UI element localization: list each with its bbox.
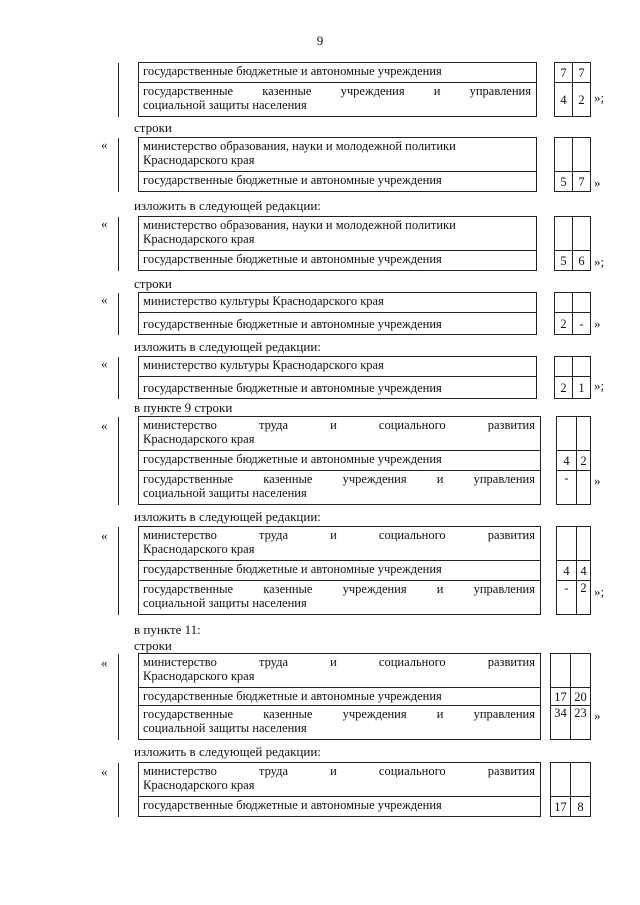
- table-cell-value: 6: [573, 251, 591, 271]
- table-header-ministry: министерство культуры Краснодарского края: [139, 293, 537, 313]
- table-cell-value: 34: [551, 706, 571, 740]
- table-cell-value: 20: [571, 688, 591, 706]
- label-replace: изложить в следующей редакции:: [134, 198, 321, 213]
- table-header-ministry: министерство труда и социального развития Краснодарского края: [139, 527, 541, 561]
- table-cell-value: 17: [551, 688, 571, 706]
- label-rows: строки: [134, 276, 172, 291]
- table-row-label: государственные бюджетные и автономные учреждения: [139, 172, 537, 192]
- table-cell-value: -: [557, 581, 577, 615]
- table-cell-value: 4: [557, 451, 577, 471]
- table-row-label: государственные казенные учреждения и управления социальной защиты населения: [139, 581, 541, 615]
- table-header-ministry: министерство культуры Краснодарского края: [139, 357, 537, 377]
- opening-quote: «: [101, 418, 108, 433]
- table-row-label: государственные бюджетные и автономные учреждения: [139, 313, 537, 335]
- table-header-ministry: министерство труда и социального развития Краснодарского края: [139, 417, 541, 451]
- table-old-education: [118, 137, 591, 192]
- table-row-label: государственные бюджетные и автономные учреждения: [139, 63, 537, 83]
- closing-quote: »: [594, 316, 601, 331]
- table-old-labor-item11: [118, 653, 591, 740]
- table-new-culture: [118, 356, 591, 399]
- table-cell-value: 2: [555, 377, 573, 399]
- page-number: 9: [316, 33, 324, 48]
- table-header-ministry: министерство труда и социального развития Краснодарского края: [139, 763, 541, 797]
- table-continuation: [118, 62, 591, 117]
- table-header-ministry: министерство труда и социального развития Краснодарского края: [139, 654, 541, 688]
- closing-quote: »: [594, 175, 601, 190]
- closing-quote: »;: [594, 378, 605, 393]
- closing-quote: »: [594, 473, 601, 488]
- table-cell-value: 8: [571, 797, 591, 817]
- opening-quote: «: [101, 764, 108, 779]
- label-item11: в пункте 11:: [134, 622, 201, 637]
- table-row-label: государственные бюджетные и автономные учреждения: [139, 451, 541, 471]
- opening-quote: «: [101, 137, 108, 152]
- table-row-label: государственные бюджетные и автономные учреждения: [139, 251, 537, 271]
- table-cell-value: 1: [573, 377, 591, 399]
- opening-quote: «: [101, 216, 108, 231]
- closing-quote: »;: [594, 254, 605, 269]
- table-new-education: [118, 216, 591, 271]
- table-row-label: государственные бюджетные и автономные учреждения: [139, 688, 541, 706]
- label-replace: изложить в следующей редакции:: [134, 509, 321, 524]
- table-cell-value: 4: [557, 561, 577, 581]
- table-cell-value: 2: [573, 83, 591, 117]
- opening-quote: «: [101, 356, 108, 371]
- label-rows: строки: [134, 638, 172, 653]
- table-cell-value: 2: [577, 581, 591, 615]
- label-replace: изложить в следующей редакции:: [134, 339, 321, 354]
- table-cell-value: 7: [573, 172, 591, 192]
- table-cell-value: 5: [555, 172, 573, 192]
- label-replace: изложить в следующей редакции:: [134, 744, 321, 759]
- table-row-label: государственные казенные учреждения и управления социальной защиты населения: [139, 83, 537, 117]
- table-new-labor-item11: [118, 762, 591, 817]
- table-old-labor: [118, 416, 591, 505]
- table-cell-value: 7: [573, 63, 591, 83]
- table-row-label: государственные бюджетные и автономные учреждения: [139, 377, 537, 399]
- opening-quote: «: [101, 528, 108, 543]
- table-row-label: государственные казенные учреждения и управления социальной защиты населения: [139, 706, 541, 740]
- table-row-label: государственные бюджетные и автономные учреждения: [139, 797, 541, 817]
- table-cell-value: 5: [555, 251, 573, 271]
- label-item9: в пункте 9 строки: [134, 400, 233, 415]
- table-cell-value: 2: [577, 451, 591, 471]
- opening-quote: «: [101, 292, 108, 307]
- opening-quote: «: [101, 655, 108, 670]
- table-old-culture: [118, 292, 591, 335]
- table-row-label: государственные казенные учреждения и управления социальной защиты населения: [139, 471, 541, 505]
- table-cell-value: -: [557, 471, 577, 505]
- closing-quote: »;: [594, 90, 605, 105]
- table-cell-value: 17: [551, 797, 571, 817]
- table-cell-value: -: [573, 313, 591, 335]
- table-header-ministry: министерство образования, науки и молодежной политики Краснодарского края: [139, 138, 537, 172]
- table-cell-value: 7: [555, 63, 573, 83]
- table-header-ministry: министерство образования, науки и молодежной политики Краснодарского края: [139, 217, 537, 251]
- table-new-labor: [118, 526, 591, 615]
- closing-quote: »;: [594, 584, 605, 599]
- table-cell-value: 4: [555, 83, 573, 117]
- table-row-label: государственные бюджетные и автономные учреждения: [139, 561, 541, 581]
- table-cell-value: 23: [571, 706, 591, 740]
- label-rows: строки: [134, 120, 172, 135]
- table-cell-value: 4: [577, 561, 591, 581]
- table-cell-value: [577, 471, 591, 505]
- closing-quote: »: [594, 708, 601, 723]
- table-cell-value: 2: [555, 313, 573, 335]
